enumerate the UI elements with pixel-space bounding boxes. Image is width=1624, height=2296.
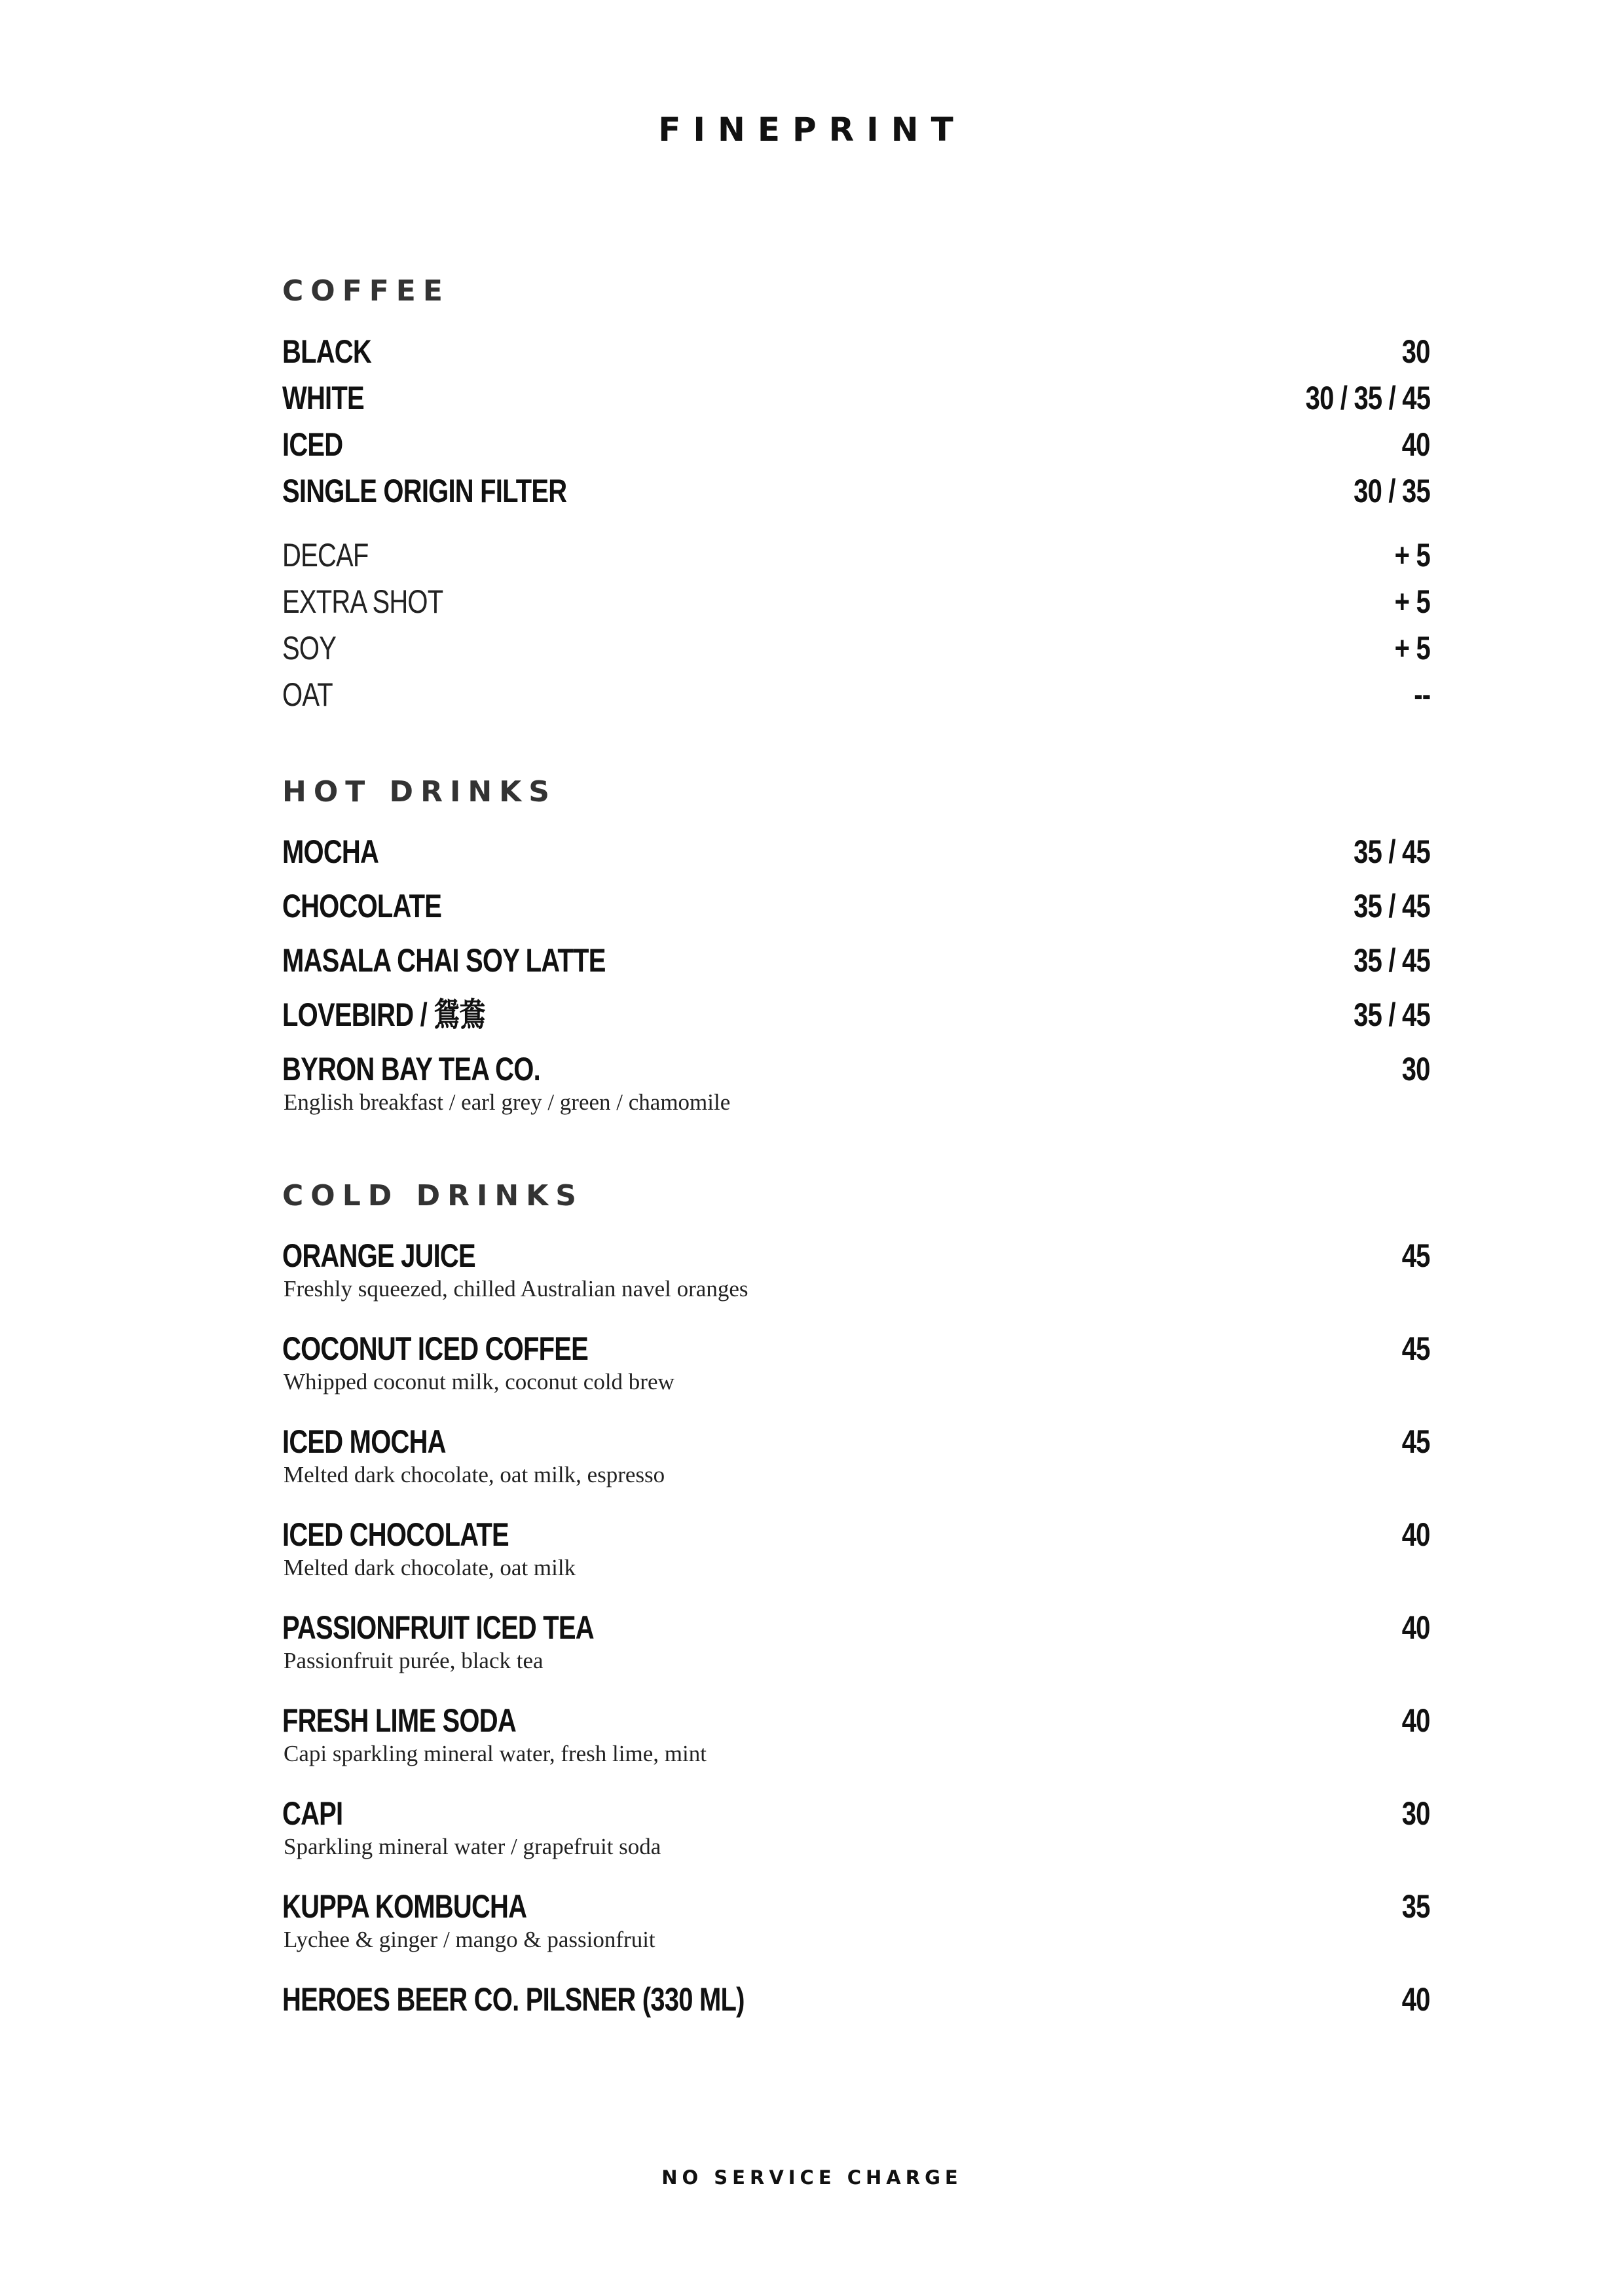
- item-name: MASALA CHAI SOY LATTE: [282, 942, 606, 979]
- menu-item: [282, 470, 1430, 516]
- item-name: SINGLE ORIGIN FILTER: [282, 473, 567, 509]
- item-name: MOCHA: [282, 833, 379, 870]
- item-price: 35 / 45: [1354, 833, 1430, 870]
- extra-price: + 5: [1394, 583, 1430, 620]
- menu-item: [282, 1235, 1430, 1302]
- item-description: English breakfast / earl grey / green / chamomile: [284, 1089, 731, 1115]
- item-description: Melted dark chocolate, oat milk: [284, 1555, 576, 1580]
- item-price: 30: [1402, 333, 1430, 370]
- menu-item: [282, 1978, 1430, 2024]
- section-title-cold-drinks: COLD DRINKS: [282, 1179, 583, 1212]
- item-name: WHITE: [282, 380, 364, 416]
- menu-extra: [282, 534, 1430, 580]
- section-title-coffee: COFFEE: [282, 274, 450, 308]
- menu-item: [282, 377, 1430, 423]
- extra-name: EXTRA SHOT: [282, 583, 443, 620]
- item-name: ICED MOCHA: [282, 1423, 446, 1460]
- menu-item: [282, 1514, 1430, 1580]
- item-price: 40: [1402, 1516, 1430, 1553]
- brand-logo: FINEPRINT: [658, 111, 966, 149]
- item-description: Capi sparkling mineral water, fresh lime, mint: [284, 1741, 707, 1766]
- item-name: BYRON BAY TEA CO.: [282, 1051, 540, 1087]
- item-description: Whipped coconut milk, coconut cold brew: [284, 1369, 674, 1394]
- menu-item: [282, 1607, 1430, 1673]
- extra-name: DECAF: [282, 537, 369, 574]
- item-name: HEROES BEER CO. PILSNER (330 ML): [282, 1981, 745, 2018]
- item-price: 30: [1402, 1795, 1430, 1832]
- item-name: LOVEBIRD / 鴛鴦: [282, 996, 485, 1033]
- item-name: PASSIONFRUIT ICED TEA: [282, 1609, 594, 1646]
- item-name: ICED CHOCOLATE: [282, 1516, 509, 1553]
- item-price: 40: [1402, 1609, 1430, 1646]
- extra-price: + 5: [1394, 537, 1430, 574]
- item-name: COCONUT ICED COFFEE: [282, 1330, 589, 1367]
- item-price: 40: [1402, 1702, 1430, 1739]
- footer-note: NO SERVICE CHARGE: [661, 2166, 963, 2189]
- menu-item: [282, 1793, 1430, 1859]
- item-description: Lychee & ginger / mango & passionfruit: [284, 1927, 655, 1952]
- item-description: Passionfruit purée, black tea: [284, 1648, 544, 1673]
- menu-extra: [282, 581, 1430, 627]
- item-name: ORANGE JUICE: [282, 1237, 475, 1274]
- item-name: CAPI: [282, 1795, 343, 1832]
- item-price: 35 / 45: [1354, 996, 1430, 1033]
- item-price: 45: [1402, 1237, 1430, 1274]
- item-price: 35 / 45: [1354, 942, 1430, 979]
- item-price: 35: [1402, 1888, 1430, 1925]
- item-price: 45: [1402, 1423, 1430, 1460]
- item-price: 30 / 35 / 45: [1305, 380, 1430, 416]
- menu-item: [282, 939, 1430, 985]
- menu-item: [282, 1886, 1430, 1952]
- item-price: 35 / 45: [1354, 888, 1430, 924]
- menu-extra: [282, 674, 1430, 720]
- menu-item: [282, 885, 1430, 931]
- item-price: 45: [1402, 1330, 1430, 1367]
- item-description: Sparkling mineral water / grapefruit soda: [284, 1834, 661, 1859]
- menu-item: [282, 1700, 1430, 1766]
- item-description: Melted dark chocolate, oat milk, espresso: [284, 1462, 665, 1487]
- item-price: 30: [1402, 1051, 1430, 1087]
- menu-item: [282, 1328, 1430, 1394]
- item-name: KUPPA KOMBUCHA: [282, 1888, 527, 1925]
- menu-item: [282, 994, 1430, 1040]
- extra-price: + 5: [1394, 630, 1430, 666]
- item-name: BLACK: [282, 333, 371, 370]
- extra-name: SOY: [282, 630, 337, 666]
- item-price: 40: [1402, 426, 1430, 463]
- item-name: CHOCOLATE: [282, 888, 442, 924]
- extra-price: --: [1413, 676, 1430, 713]
- menu-item: [282, 831, 1430, 877]
- item-price: 40: [1402, 1981, 1430, 2018]
- menu-item: [282, 331, 1430, 376]
- item-name: ICED: [282, 426, 343, 463]
- menu-item: [282, 1048, 1430, 1115]
- menu-item: [282, 424, 1430, 469]
- item-name: FRESH LIME SODA: [282, 1702, 516, 1739]
- item-description: Freshly squeezed, chilled Australian navel oranges: [284, 1276, 748, 1302]
- item-price: 30 / 35: [1354, 473, 1430, 509]
- menu-extra: [282, 627, 1430, 673]
- section-title-hot-drinks: HOT DRINKS: [282, 775, 557, 809]
- extra-name: OAT: [282, 676, 333, 713]
- menu-item: [282, 1421, 1430, 1487]
